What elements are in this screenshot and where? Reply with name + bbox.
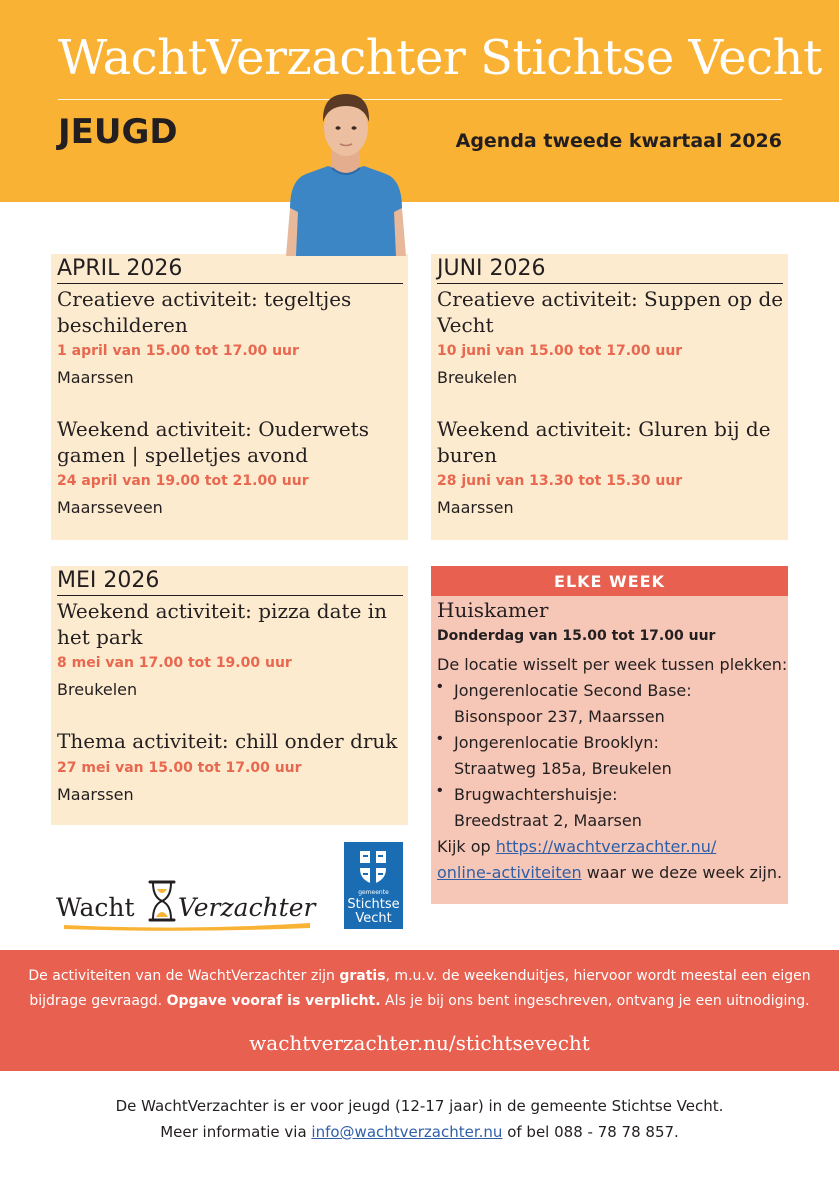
- header-divider: [58, 99, 782, 100]
- location-name: Jongerenlocatie Brooklyn:: [454, 733, 659, 752]
- location-name: Jongerenlocatie Second Base:: [454, 681, 692, 700]
- activity-location: Breukelen: [57, 680, 138, 699]
- activity-date: 8 mei van 17.00 tot 19.00 uur: [57, 655, 292, 671]
- logo-word-wacht: Wacht: [56, 893, 135, 922]
- footer-website-link[interactable]: wachtverzachter.nu/stichtsevecht: [249, 1031, 590, 1055]
- activity-title-line: beschilderen: [57, 313, 188, 337]
- outro-text: Kijk op: [437, 837, 496, 856]
- page-title: WachtVerzachter Stichtse Vecht: [58, 30, 822, 86]
- footer-bold-text: gratis: [339, 968, 386, 984]
- activity-title-line: Weekend activiteit: Gluren bij de: [437, 417, 771, 441]
- footer-bold-text: Opgave vooraf is verplicht.: [166, 993, 381, 1009]
- weekly-section: [431, 566, 788, 904]
- bullet-icon: •: [437, 782, 443, 799]
- mei-section: [51, 566, 408, 825]
- april-section: [51, 254, 408, 540]
- location-address: Breedstraat 2, Maarsen: [454, 811, 642, 830]
- stichtse-vecht-logo: [344, 842, 403, 929]
- logo-name-line2: Vecht: [355, 911, 392, 926]
- weekly-banner: ELKE WEEK: [431, 566, 788, 596]
- activity-title-line: Weekend activiteit: pizza date in: [57, 599, 388, 623]
- juni-section: [431, 254, 788, 540]
- bullet-icon: •: [437, 730, 443, 747]
- activity-location: Breukelen: [437, 368, 518, 387]
- location-name: Brugwachtershuisje:: [454, 785, 618, 804]
- weekly-title: Huiskamer: [437, 598, 549, 622]
- location-address: Straatweg 185a, Breukelen: [454, 759, 672, 778]
- activity-date: 27 mei van 15.00 tot 17.00 uur: [57, 760, 302, 776]
- contact-text: Meer informatie via: [160, 1123, 312, 1141]
- teen-boy-photo: [282, 88, 410, 256]
- activity-title: [437, 286, 785, 338]
- activity-title-line: buren: [437, 443, 497, 467]
- activity-title-line: Vecht: [437, 313, 494, 337]
- footer-info-line2: [0, 993, 839, 1009]
- activity-date: 24 april van 19.00 tot 21.00 uur: [57, 473, 309, 489]
- bullet-icon: •: [437, 678, 443, 695]
- online-activities-link[interactable]: https://wachtverzachter.nu/: [495, 837, 717, 856]
- activity-location: Maarssen: [57, 368, 134, 387]
- activity-title: [57, 728, 405, 754]
- activity-title: [437, 416, 785, 468]
- footer-text: De activiteiten van de WachtVerzachter zijn: [28, 968, 340, 984]
- activity-date: 10 juni van 15.00 tot 17.00 uur: [437, 343, 683, 359]
- activity-title: [57, 598, 405, 650]
- activity-location: Maarssen: [437, 498, 514, 517]
- bottom-info-line2: [0, 1123, 839, 1141]
- activity-title-line: het park: [57, 625, 143, 649]
- activity-title: [57, 286, 405, 338]
- logo-gemeente-label: gemeente: [358, 889, 389, 896]
- month-heading-april: APRIL 2026: [57, 256, 183, 281]
- bottom-info-line1: De WachtVerzachter is er voor jeugd (12-17 jaar) in de gemeente Stichtse Vecht.: [115, 1097, 724, 1115]
- contact-text: of bel 088 - 78 78 857.: [502, 1123, 679, 1141]
- logo-word-verzachter: Verzachter: [178, 893, 316, 922]
- activity-title-line: gamen | spelletjes avond: [57, 443, 309, 467]
- hourglass-icon: [148, 879, 176, 923]
- footer-band: [0, 950, 839, 1071]
- activity-location: Maarssen: [57, 785, 134, 804]
- activity-title-line: Thema activiteit: chill onder druk: [57, 729, 398, 753]
- weekly-outro-line1: [437, 834, 716, 860]
- activity-title-line: Creatieve activiteit: Suppen op de: [437, 287, 784, 311]
- footer-text: , m.u.v. de weekenduitjes, hiervoor wordt meestal een eigen: [385, 968, 811, 984]
- shield-icon: [358, 849, 388, 885]
- logo-name-line1: Stichtse: [347, 897, 400, 912]
- activity-location: Maarsseveen: [57, 498, 163, 517]
- month-divider: [57, 283, 403, 284]
- month-divider: [437, 283, 783, 284]
- wachtverzachter-logo: [56, 876, 314, 934]
- footer-text: bijdrage gevraagd.: [29, 993, 167, 1009]
- location-address: Bisonspoor 237, Maarssen: [454, 707, 665, 726]
- weekly-time: Donderdag van 15.00 tot 17.00 uur: [437, 628, 716, 644]
- month-divider: [57, 595, 403, 596]
- activity-date: 28 juni van 13.30 tot 15.30 uur: [437, 473, 683, 489]
- activity-title-line: Creatieve activiteit: tegeltjes: [57, 287, 352, 311]
- weekly-outro-line2: [437, 860, 782, 886]
- activity-title-line: Weekend activiteit: Ouderwets: [57, 417, 369, 441]
- footer-info-line1: [0, 968, 839, 984]
- weekly-intro: De locatie wisselt per week tussen plekken:: [437, 655, 788, 674]
- header-band: [0, 0, 839, 202]
- section-label: JEUGD: [58, 112, 178, 152]
- email-link[interactable]: info@wachtverzachter.nu: [311, 1123, 503, 1141]
- activity-date: 1 april van 15.00 tot 17.00 uur: [57, 343, 299, 359]
- footer-text: Als je bij ons bent ingeschreven, ontvang je een uitnodiging.: [380, 993, 810, 1009]
- month-heading-mei: MEI 2026: [57, 568, 160, 593]
- month-heading-juni: JUNI 2026: [437, 256, 546, 281]
- agenda-subtitle: Agenda tweede kwartaal 2026: [455, 130, 782, 152]
- activity-title: [57, 416, 405, 468]
- online-activities-link-cont[interactable]: online-activiteiten: [437, 863, 582, 882]
- outro-text: waar we deze week zijn.: [581, 863, 783, 882]
